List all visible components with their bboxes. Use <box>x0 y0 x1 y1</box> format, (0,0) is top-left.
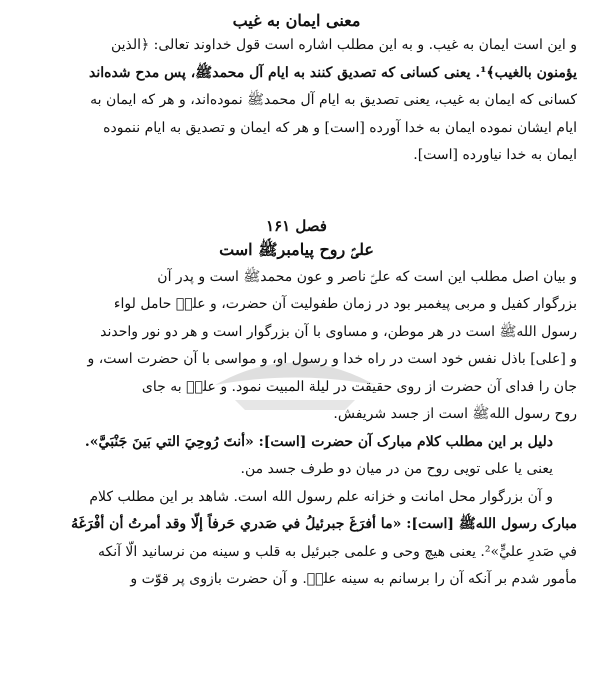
text-line: کسانی که ایمان به غیب، یعنی تصدیق به ایام آل محمدﷺ نموده‌اند، و هر که ایمان به <box>90 92 577 108</box>
paragraph-ali-soul <box>16 264 577 594</box>
text-line: و [علی] باذل نفس خود است در راه خدا و رسول او، و مواسی با آن حضرت است، و <box>87 351 577 367</box>
text-line: دلیل بر این مطلب کلام مبارک آن حضرت [است]: «أنتَ رُوحِيَ التي بَينَ جَنْبَيَّ». <box>84 433 553 450</box>
text-line: ایمان به خدا نیاورده [است]. <box>413 147 577 163</box>
text-line: في صَدرِ عليٍّ»². یعنی هیچ وحی و علمی جبرئیل به قلب و سینه من نرسانید الّا آنکه <box>97 543 577 560</box>
text-line: جان را فدای آن حضرت از روی حقیقت در لیلة المبیت نمود. و علیؑ به جای <box>141 378 577 395</box>
section-title-faith-unseen: معنی ایمان به غیب <box>232 11 361 30</box>
paragraph-faith-unseen <box>16 32 577 170</box>
text-line: رسول اللهﷺ است در هر موطن، و مساوی با آن بزرگوار است و هر دو نور واحدند <box>100 323 577 340</box>
text-line: و آن بزرگوار محل امانت و خزانه علم رسول الله است. شاهد بر این مطلب کلام <box>89 488 553 505</box>
text-line: روح رسول اللهﷺ است از جسد شریفش. <box>333 406 577 422</box>
text-line: و بیان اصل مطلب این است که علیؑ ناصر و عون محمدﷺ است و پدر آن <box>157 268 577 285</box>
chapter-number: فصل ۱۶۱ <box>266 216 327 235</box>
text-line: مأمور شدم بر آنکه آن را برسانم به سینه علیؑ. و آن حضرت بازوی پر قوّت و <box>130 571 577 587</box>
text-line: و این است ایمان به غیب. و به این مطلب اشاره است قول خداوند تعالی: ﴿الذین <box>110 37 577 53</box>
page-top-mark <box>285 0 305 4</box>
text-line: مبارک رسول اللهﷺ [است]: «ما أفرَغَ جبرئيلُ في صَدري حَرفاً إلّا وقد أمرتُ أن أفْرَغَهُ <box>71 516 577 532</box>
text-line: بزرگوار کفیل و مربی پیغمبر بود در زمان طفولیت آن حضرت، و علیؑ حامل لواء <box>113 296 577 312</box>
text-line: یعنی یا علی تویی روح من در میان دو طرف جسد من. <box>240 461 553 477</box>
text-line: یؤمنون بالغیب﴾¹. یعنی کسانی که تصدیق کنند به ایام آل محمدﷺ، پس مدح شده‌اند <box>88 64 577 81</box>
text-line: ایام ایشان نموده ایمان به خدا آورده [است] و هر که ایمان و تصدیق به ایام ننموده <box>103 119 577 136</box>
section-title-ali-soul: علیؑ روح پیامبرﷺ است <box>219 239 374 259</box>
